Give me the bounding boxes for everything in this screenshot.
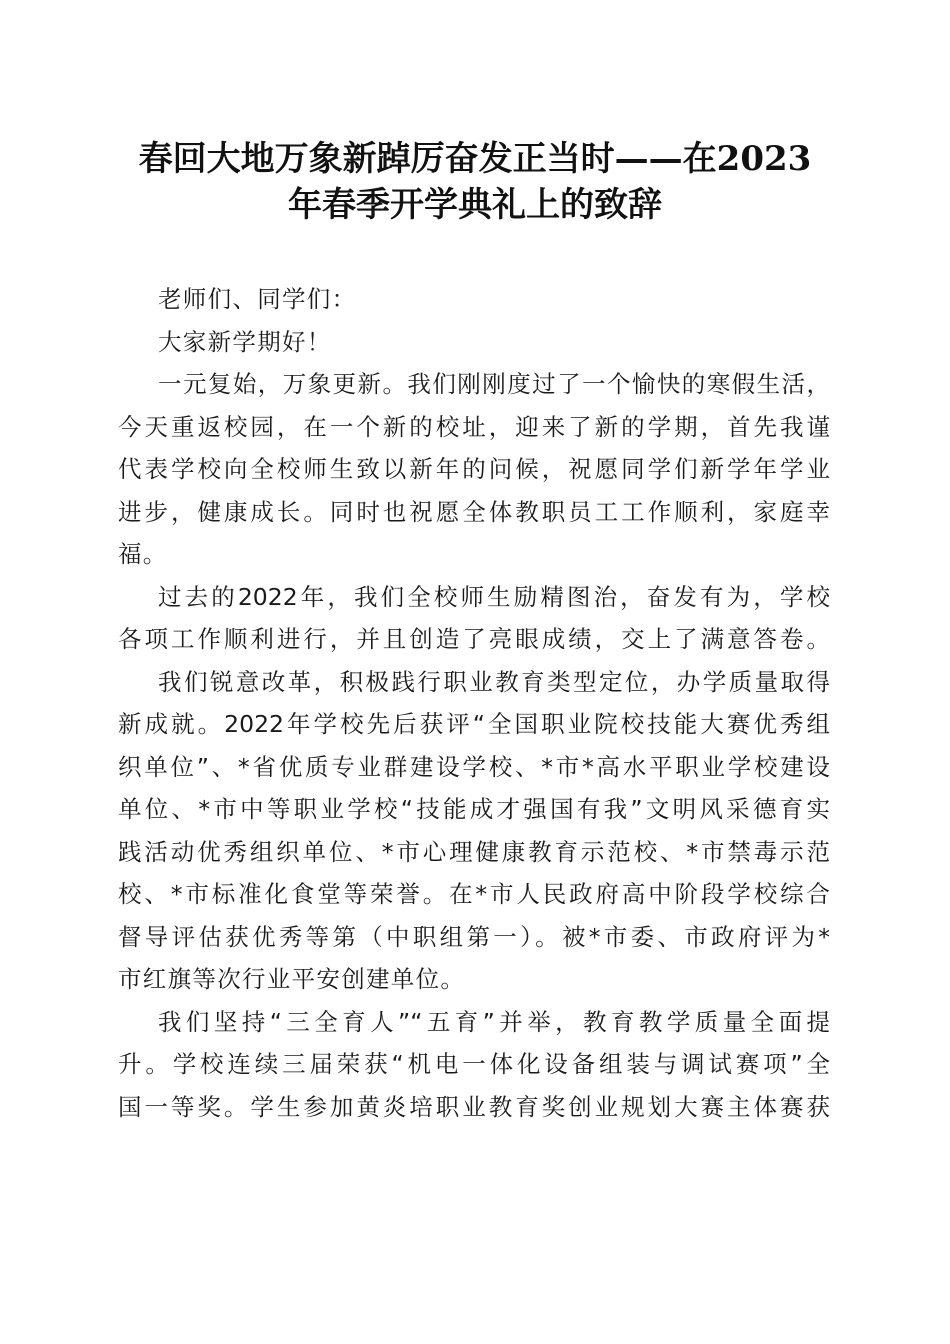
paragraph-line: 代表学校向全校师生致以新年的问候，祝愿同学们新学年学业 xyxy=(118,455,830,483)
paragraph-line: 践活动优秀组织单位、*市心理健康教育示范校、*市禁毒示范 xyxy=(118,837,830,866)
document-title xyxy=(100,136,850,228)
paragraph-line: 国一等奖。学生参加黄炎培职业教育奖创业规划大赛主体赛获 xyxy=(118,1092,830,1121)
paragraph-line: 织单位”、*省优质专业群建设学校、*市*高水平职业学校建设 xyxy=(118,752,830,781)
paragraph-line: 一元复始，万象更新。我们刚刚度过了一个愉快的寒假生活， xyxy=(158,370,830,398)
paragraph-line: 单位、*市中等职业学校“技能成才强国有我”文明风采德育实 xyxy=(118,795,830,823)
paragraph-line: 我们锐意改革，积极践行职业教育类型定位，办学质量取得 xyxy=(158,667,830,696)
paragraph-line: 我们坚持“三全育人”“五育”并举，教育教学质量全面提 xyxy=(158,1007,830,1036)
salutation: 老师们、同学们： xyxy=(158,285,357,313)
paragraph-line: 升。学校连续三届荣获“机电一体化设备组装与调试赛项”全 xyxy=(118,1050,830,1078)
paragraph-line: 新成就。2022年学校先后获评“全国职业院校技能大赛优秀组 xyxy=(118,710,830,738)
greeting: 大家新学期好！ xyxy=(158,327,332,356)
document-body xyxy=(118,278,830,1128)
title-line-2: 年春季开学典礼上的致辞 xyxy=(288,185,662,225)
paragraph-line: 进步，健康成长。同时也祝愿全体教职员工工作顺利，家庭幸 xyxy=(118,497,830,526)
paragraph-line: 今天重返校园，在一个新的校址，迎来了新的学期，首先我谨 xyxy=(118,412,830,441)
paragraph-line: 各项工作顺利进行，并且创造了亮眼成绩，交上了满意答卷。 xyxy=(118,625,830,653)
paragraph-line: 督导评估获优秀等第（中职组第一）。被*市委、市政府评为* xyxy=(118,922,830,951)
paragraph-line: 过去的2022年，我们全校师生励精图治，奋发有为，学校 xyxy=(158,582,830,611)
paragraph-line: 福。 xyxy=(118,540,168,568)
paragraph-line: 市红旗等次行业平安创建单位。 xyxy=(118,965,466,993)
paragraph-line: 校、*市标准化食堂等荣誉。在*市人民政府高中阶段学校综合 xyxy=(118,880,830,908)
title-line-1: 春回大地万象新踔厉奋发正当时——在2023 xyxy=(138,139,812,179)
